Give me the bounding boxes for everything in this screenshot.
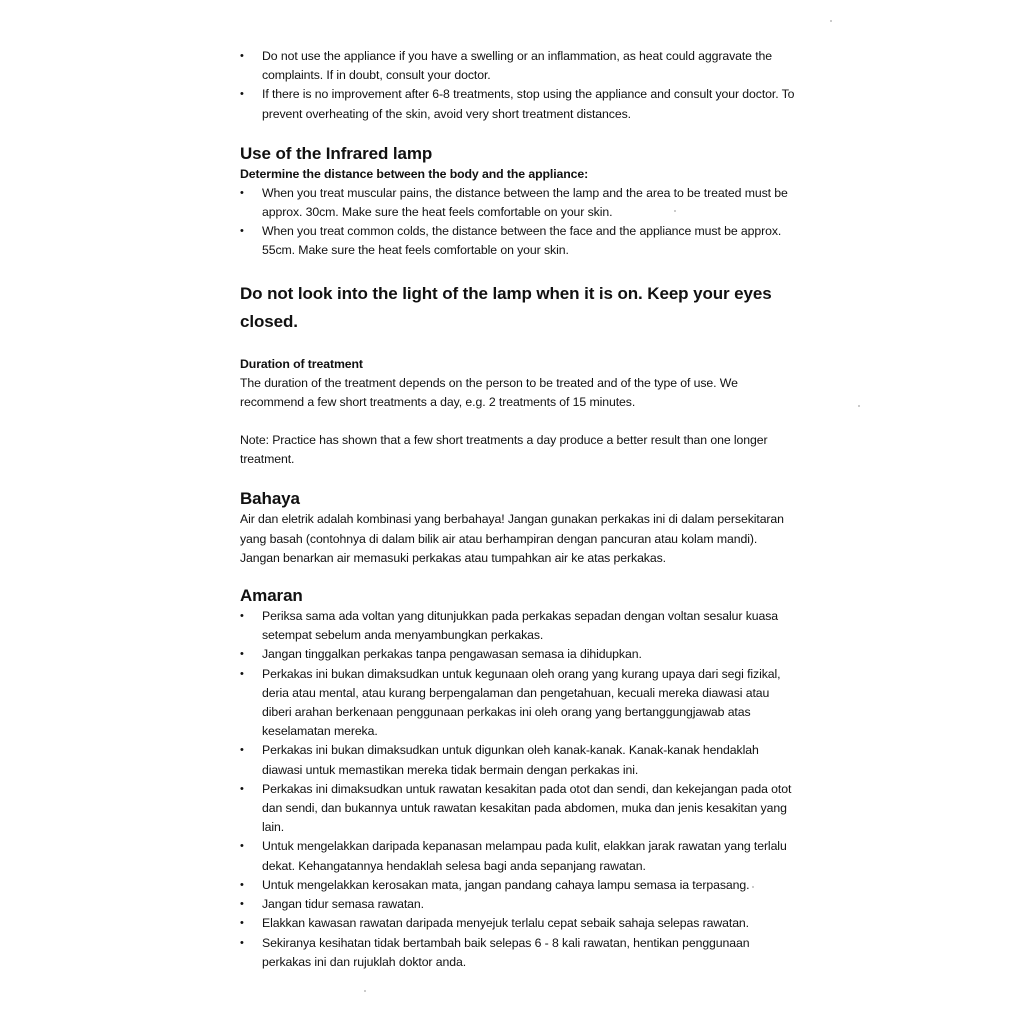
bahaya-section [240,488,800,568]
list-item-text: Jangan tidur semasa rawatan. [262,897,424,912]
amaran-bullet-list [240,607,800,972]
scan-speck [858,405,860,407]
list-item [240,780,800,838]
list-item-text: Perkakas ini bukan dimaksudkan untuk kegunaan oleh orang yang kurang upaya dari segi fizikal, deria atau mental, atau kurang berpengalaman dan pengetahuan, kecuali mereka diawasi atau diberi arahan berkenaan penggunaan perkakas ini oleh orang yang bertanggungjawab atas keselamatan mereka. [262,666,781,739]
bullet-icon: • [240,667,244,680]
list-item [240,741,800,779]
bahaya-text: Air dan eletrik adalah kombinasi yang berbahaya! Jangan gunakan perkakas ini di dalam persekitaran yang basah (contohnya di dalam bilik air atau berhampiran dengan pancuran atau kolam mandi). Jangan benarkan air memasuki perkakas atau tumpahkan air ke atas perkakas. [240,512,784,565]
scan-speck [674,210,676,212]
infrared-bullet-list [240,184,800,261]
list-item-text: Untuk mengelakkan daripada kepanasan melampau pada kulit, elakkan jarak rawatan yang terlalu dekat. Kehangatannya hendaklah selesa bagi anda sepanjang rawatan. [262,839,787,873]
list-item-text: Perkakas ini bukan dimaksudkan untuk digunkan oleh kanak-kanak. Kanak-kanak hendaklah diawasi untuk memastikan mereka tidak bermain dengan perkakas ini. [262,743,759,777]
list-item-text: Periksa sama ada voltan yang ditunjukkan pada perkakas sepadan dengan voltan sesalur kuasa setempat sebelum anda menyambungkan perkakas. [262,609,779,643]
list-item-text: Elakkan kawasan rawatan daripada menyejuk terlalu cepat sebaik sahaja selepas rawatan. [262,916,749,931]
list-item [240,645,800,664]
list-item-text: If there is no improvement after 6-8 treatments, stop using the appliance and consult your doctor. To prevent overheating of the skin, avoid very short treatment distances. [262,87,795,121]
bullet-icon: • [240,648,244,661]
list-item [240,184,800,222]
list-item [240,222,800,260]
list-item [240,47,800,85]
duration-section [240,355,800,470]
list-item-text: Do not use the appliance if you have a swelling or an inflammation, as heat could aggravate the complaints. If in doubt, consult your doctor. [262,49,773,83]
scan-speck [830,20,832,22]
list-item [240,607,800,645]
list-item [240,85,800,123]
document-page [240,47,800,972]
bahaya-heading: Bahaya [240,489,300,509]
bullet-icon: • [240,898,244,911]
scan-speck [752,886,754,888]
bullet-icon: • [240,936,244,949]
bullet-icon: • [240,782,244,795]
bullet-icon: • [240,878,244,891]
bullet-icon: • [240,50,244,62]
bullet-icon: • [240,88,244,101]
bullet-icon: • [240,610,244,623]
list-item [240,934,800,972]
infrared-section [240,143,800,261]
scan-speck [364,990,366,992]
bullet-icon: • [240,744,244,757]
amaran-section [240,585,800,972]
duration-text: The duration of the treatment depends on the person to be treated and of the type of use. We recommend a few short treatments a day, e.g. 2 treatments of 15 minutes. [240,375,738,409]
list-item [240,837,800,875]
duration-note: Note: Practice has shown that a few short treatments a day produce a better result than one longer treatment. [240,433,768,467]
intro-bullet-list [240,47,800,124]
infrared-heading: Use of the Infrared lamp [240,143,433,163]
amaran-heading: Amaran [240,586,303,606]
list-item [240,895,800,914]
list-item-text: Sekiranya kesihatan tidak bertambah baik selepas 6 - 8 kali rawatan, hentikan penggunaan perkakas ini dan rujuklah doktor anda. [262,935,750,969]
list-item-text: Untuk mengelakkan kerosakan mata, jangan pandang cahaya lampu semasa ia terpasang. [262,877,750,892]
eye-warning: Do not look into the light of the lamp when it is on. Keep your eyes closed. [240,283,772,331]
bullet-icon: • [240,917,244,930]
bullet-icon: • [240,840,244,853]
infrared-subheading: Determine the distance between the body and the appliance: [240,166,589,181]
list-item [240,914,800,933]
list-item-text: Jangan tinggalkan perkakas tanpa pengawasan semasa ia dihidupkan. [262,647,642,662]
bullet-icon: • [240,186,244,199]
duration-heading: Duration of treatment [240,356,363,371]
list-item [240,665,800,742]
list-item-text: When you treat common colds, the distance between the face and the appliance must be approx. 55cm. Make sure the heat feels comfortable on your skin. [262,224,782,258]
list-item [240,876,800,895]
bullet-icon: • [240,225,244,238]
list-item-text: When you treat muscular pains, the distance between the lamp and the area to be treated must be approx. 30cm. Make sure the heat feels comfortable on your skin. [262,185,788,220]
list-item-text: Perkakas ini dimaksudkan untuk rawatan kesakitan pada otot dan sendi, dan kekejangan pada otot dan sendi, dan bukannya untuk rawatan kesakitan pada abdomen, muka dan jenis kesakitan yang lain. [262,781,792,835]
